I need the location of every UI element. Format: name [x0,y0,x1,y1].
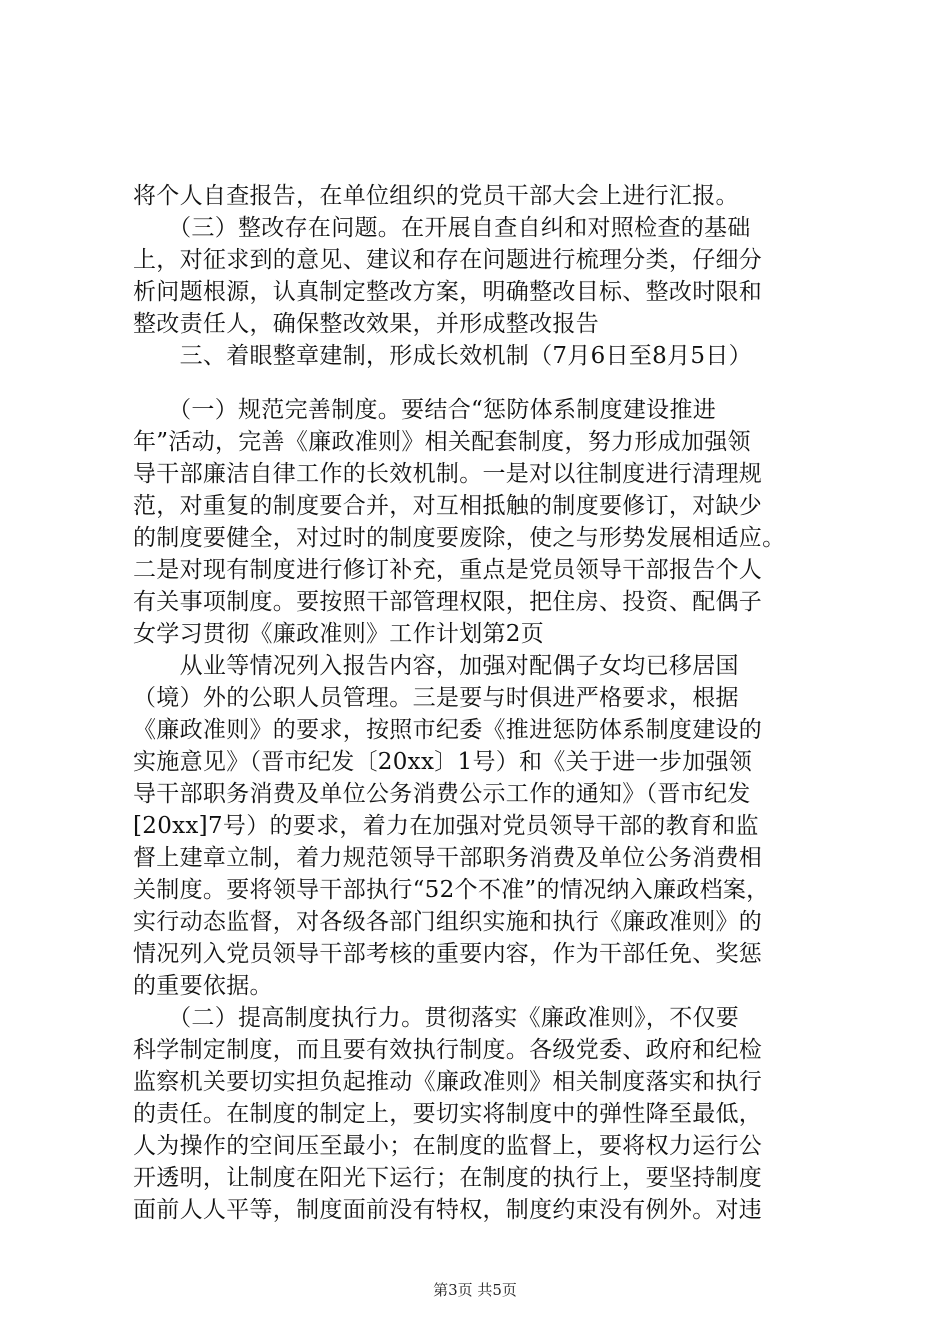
body-text-line: 科学制定制度，而且要有效执行制度。各级党委、政府和纪检 [133,1037,763,1063]
body-text-line: 范，对重复的制度要合并，对互相抵触的制度要修订，对缺少 [133,493,763,519]
body-text-line: 析问题根源，认真制定整改方案，明确整改目标、整改时限和 [133,279,763,305]
body-text-line: 监察机关要切实担负起推动《廉政准则》相关制度落实和执行 [133,1069,763,1095]
body-text-line: 有关事项制度。要按照干部管理权限，把住房、投资、配偶子 [133,589,763,615]
body-text-line: 导干部职务消费及单位公务消费公示工作的通知》（晋市纪发 [133,781,751,807]
section-heading: 三、着眼整章建制，形成长效机制（7月6日至8月5日） [133,343,752,369]
body-text-line: [20xx]7号）的要求，着力在加强对党员领导干部的教育和监 [133,813,759,839]
body-text-line: 女学习贯彻《廉政准则》工作计划第2页 [133,621,545,647]
body-text-line: 关制度。要将领导干部执行“52个不准”的情况纳入廉政档案， [133,877,770,903]
body-text-line: 的制度要健全，对过时的制度要废除，使之与形势发展相适应。 [133,525,786,551]
body-text-line: （一）规范完善制度。要结合“惩防体系制度建设推进 [133,397,717,423]
body-text-line: 《廉政准则》的要求，按照市纪委《推进惩防体系制度建设的 [133,717,763,743]
body-text-line: 人为操作的空间压至最小；在制度的监督上，要将权力运行公 [133,1133,763,1159]
body-text-line: （境）外的公职人员管理。三是要与时俱进严格要求，根据 [133,685,739,711]
body-text-line: 的责任。在制度的制定上，要切实将制度中的弹性降至最低， [133,1101,763,1127]
body-text-line: 实行动态监督，对各级各部门组织实施和执行《廉政准则》的 [133,909,763,935]
body-text-line: 的重要依据。 [133,973,273,999]
body-text-line: 年”活动，完善《廉政准则》相关配套制度，努力形成加强领 [133,429,751,455]
body-text-line: 二是对现有制度进行修订补充，重点是党员领导干部报告个人 [133,557,763,583]
body-text-line: 从业等情况列入报告内容，加强对配偶子女均已移居国 [133,653,739,679]
body-text-line: 开透明，让制度在阳光下运行；在制度的执行上，要坚持制度 [133,1165,763,1191]
body-text-line: 情况列入党员领导干部考核的重要内容，作为干部任免、奖惩 [133,941,763,967]
body-text-line: 面前人人平等，制度面前没有特权，制度约束没有例外。对违 [133,1197,763,1223]
body-text-line: 上，对征求到的意见、建议和存在问题进行梳理分类，仔细分 [133,247,763,273]
page-number-footer: 第3页 共5页 [433,1281,517,1299]
body-text-line: （三）整改存在问题。在开展自查自纠和对照检查的基础 [133,215,751,241]
body-text-line: 督上建章立制，着力规范领导干部职务消费及单位公务消费相 [133,845,763,871]
body-text-line: （二）提高制度执行力。贯彻落实《廉政准则》，不仅要 [133,1005,740,1031]
body-text-line: 整改责任人，确保整改效果，并形成整改报告 [133,311,599,337]
body-text-line: 将个人自查报告，在单位组织的党员干部大会上进行汇报。 [133,183,739,209]
body-text-line: 导干部廉洁自律工作的长效机制。一是对以往制度进行清理规 [133,461,763,487]
body-text-line: 实施意见》（晋市纪发〔20xx〕1号）和《关于进一步加强领 [133,749,753,775]
